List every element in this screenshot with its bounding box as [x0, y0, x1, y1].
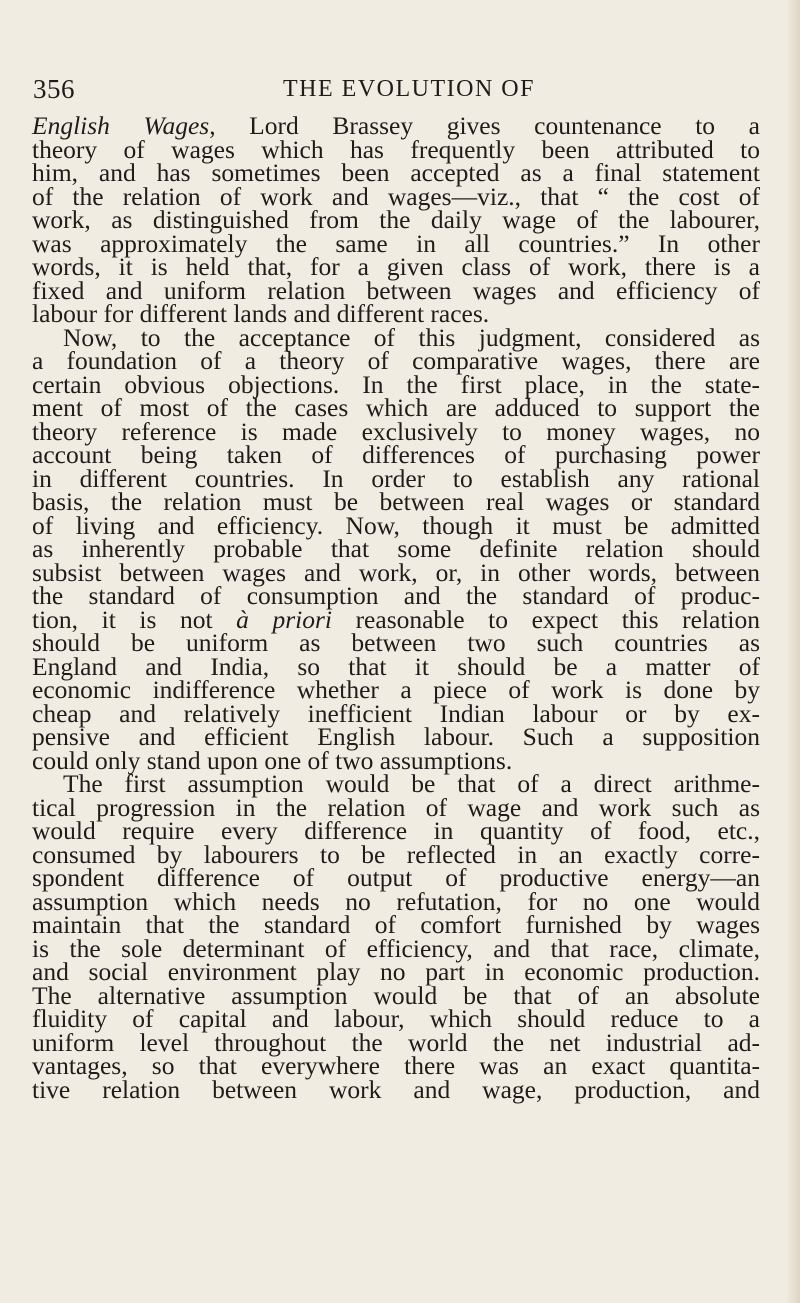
text-line: Now, to the acceptance of this judgment, considered as [63, 322, 760, 352]
text-line: fixed and uniform relation between wages and efficiency of [32, 275, 760, 305]
text-segment: , Lord Brassey gives countenance to a [209, 111, 760, 140]
text-line: is the sole determinant of efficiency, and that race, climate, [32, 933, 760, 963]
text-line: as inherently probable that some definite relation should [32, 534, 760, 563]
text-line: tive relation between work and wage, production, and [32, 1074, 760, 1104]
text-line: labour for different lands and different races. [32, 299, 490, 328]
italic-text: à priori [236, 604, 332, 634]
text-line: vantages, so that everywhere there was an exact quantita- [32, 1051, 760, 1080]
text-line: work, as distinguished from the daily wage of the labourer, [32, 205, 760, 234]
text-segment: reasonable to expect this relation [331, 604, 760, 634]
text-line: cheap and relatively inefficient Indian labour or by ex- [32, 698, 760, 728]
text-line: uniform level throughout the world the net industrial ad- [32, 1027, 760, 1057]
italic-text: English Wages [32, 111, 210, 140]
text-line: account being taken of differences of purchasing power [32, 440, 760, 469]
page-header [0, 68, 800, 108]
text-line: consumed by labourers to be reflected in an exactly corre- [32, 839, 760, 869]
text-line [32, 111, 760, 140]
text-line: words, it is held that, for a given class of work, there is a [32, 252, 760, 281]
text-line: The alternative assumption would be that of an absolute [32, 980, 760, 1010]
running-title: THE EVOLUTION OF [283, 76, 535, 102]
text-segment: tion, it is not [32, 604, 237, 634]
text-line: certain obvious objections. In the first place, in the state- [32, 369, 760, 399]
text-line: the standard of consumption and the standard of produc- [32, 581, 760, 610]
text-line: and social environment play no part in economic production. [32, 957, 760, 986]
text-line: assumption which needs no refutation, for no one would [32, 886, 760, 916]
text-line: ment of most of the cases which are adduced to support the [32, 393, 760, 422]
text-line: The first assumption would be that of a direct arithme- [63, 769, 760, 798]
text-line: of living and efficiency. Now, though it must be admitted [32, 510, 760, 540]
page-edge-shadow [786, 0, 800, 1303]
text-line: pensive and efficient English labour. Such a supposition [32, 722, 760, 751]
text-line: spondent difference of output of productive energy—an [32, 863, 760, 892]
text-line: in different countries. In order to establish any rational [32, 463, 760, 493]
text-line: should be uniform as between two such countries as [32, 628, 760, 657]
body-text [32, 111, 760, 1104]
text-line: him, and has sometimes been accepted as a final statement [32, 158, 760, 187]
text-line: a foundation of a theory of comparative wages, there are [32, 346, 760, 375]
text-line: economic indifference whether a piece of work is done by [32, 675, 760, 704]
text-line: subsist between wages and work, or, in other words, between [32, 557, 760, 587]
text-line: England and India, so that it should be a matter of [32, 651, 760, 681]
text-line: was approximately the same in all countries.” In other [32, 228, 760, 258]
text-line: theory of wages which has frequently been attributed to [32, 134, 760, 164]
text-line: fluidity of capital and labour, which should reduce to a [32, 1004, 760, 1033]
text-line: tical progression in the relation of wage and work such as [32, 792, 760, 822]
text-line: maintain that the standard of comfort furnished by wages [32, 910, 760, 939]
page-number: 356 [33, 74, 75, 104]
text-line: of the relation of work and wages—viz., that “ the cost of [32, 181, 760, 211]
text-line: theory reference is made exclusively to money wages, no [32, 416, 760, 446]
text-line: could only stand upon one of two assumptions. [32, 745, 513, 775]
text-line: basis, the relation must be between real wages or standard [32, 487, 760, 516]
text-line: would require every difference in quantity of food, etc., [32, 816, 760, 845]
